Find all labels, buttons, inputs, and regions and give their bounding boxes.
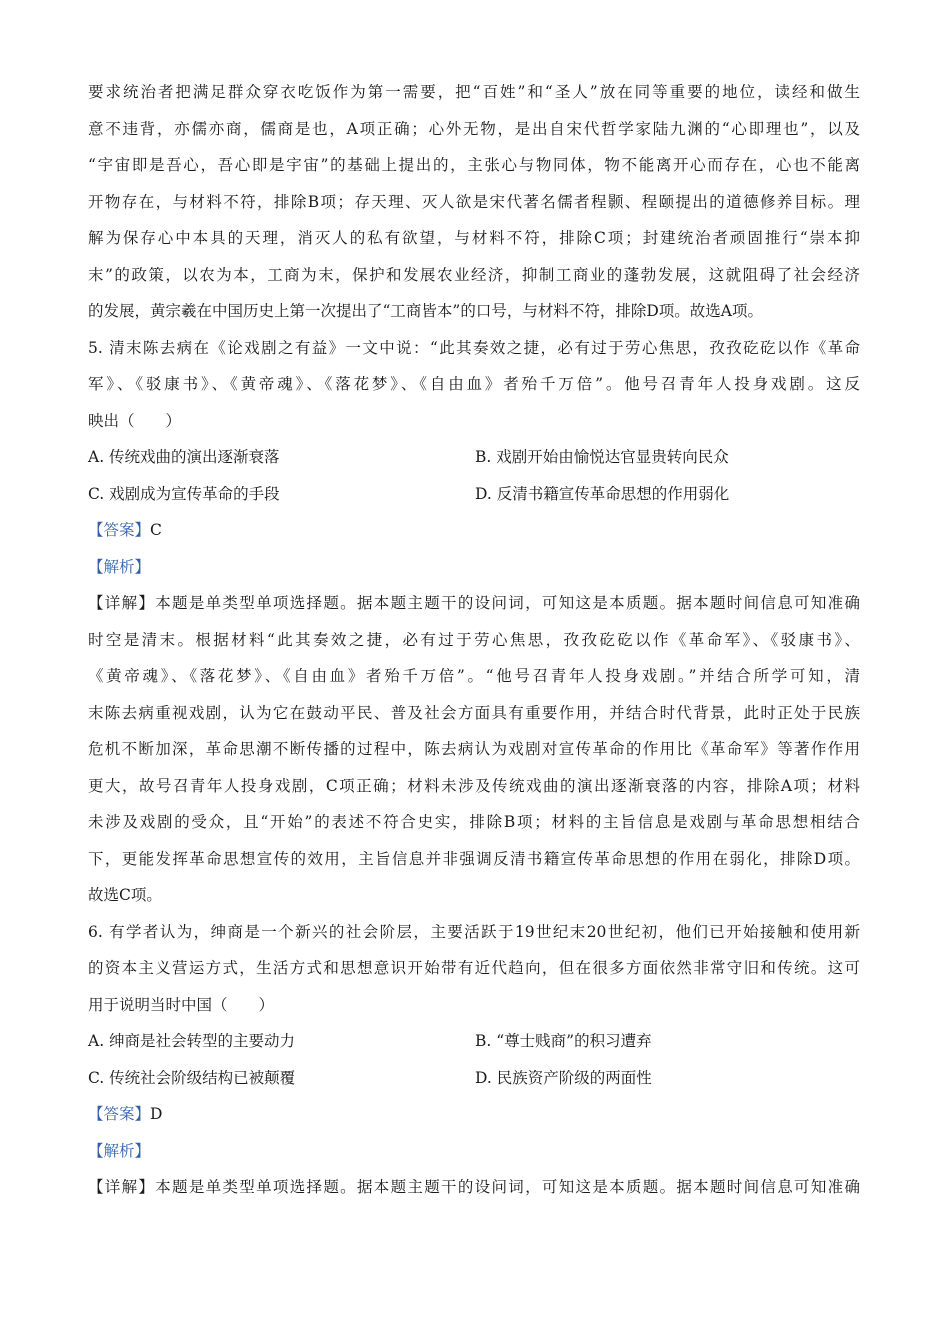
answer-label: 【答案】: [88, 1105, 151, 1123]
detail-text: 本题是单类型单项选择题。据本题主题干的设问词，可知这是本质题。据本题时间信息可知准确: [155, 594, 860, 612]
detail-label: 【详解】: [88, 594, 156, 612]
question-stem-line: 的资本主义营运方式，生活方式和思想意识开始带有近代趋向，但在很多方面依然非常守旧和传统。这可: [88, 959, 860, 977]
question-5: [88, 330, 860, 914]
analysis-label: 【解析】: [88, 557, 151, 576]
option-c: C. 戏剧成为宣传革命的手段: [88, 484, 280, 503]
options-row: [88, 439, 860, 476]
paragraph-line: 的发展，黄宗羲在中国历史上第一次提出了“工商皆本”的口号，与材料不符，排除D项。故选A项。: [88, 302, 763, 320]
question-6: [88, 914, 860, 1206]
detail-line: 更大，故号召青年人投身戏剧，C项正确；材料未涉及传统戏曲的演出逐渐衰落的内容，排除A项；材料: [88, 776, 860, 795]
analysis-line: [88, 1133, 860, 1170]
options-row: [88, 1060, 860, 1097]
question-stem-line: 用于说明当时中国（ ）: [88, 995, 275, 1014]
paragraph-line: “宇宙即是吾心，吾心即是宇宙”的基础上提出的，主张心与物同体，物不能离开心而存在，心也不能离: [88, 156, 860, 174]
detail-line: 时空是清末。根据材料“此其奏效之捷，必有过于劳心焦思，孜孜矻矻以作《革命军》、《驳康书》、: [88, 630, 860, 649]
paragraph-line: 解为保存心中本具的天理，消灭人的私有欲望，与材料不符，排除C项；封建统治者顽固推行“崇本抑: [88, 229, 860, 247]
option-d: D. 民族资产阶级的两面性: [475, 1068, 652, 1087]
option-c: C. 传统社会阶级结构已被颠覆: [88, 1068, 296, 1087]
detail-line: 未涉及戏剧的受众，且“开始”的表述不符合史实，排除B项；材料的主旨信息是戏剧与革命思想相结合: [88, 813, 860, 831]
analysis-label: 【解析】: [88, 1141, 151, 1160]
option-b: B. “尊士贱商”的积习遭弃: [475, 1032, 652, 1050]
option-a: A. 绅商是社会转型的主要动力: [88, 1032, 296, 1050]
document-page: [88, 74, 860, 1206]
paragraph-line: 意不违背，亦儒亦商，儒商是也，A项正确；心外无物，是出自宋代哲学家陆九渊的“心即理也”，以及: [88, 119, 860, 138]
detail-line: [88, 585, 860, 622]
detail-text: 本题是单类型单项选择题。据本题主题干的设问词，可知这是本质题。据本题时间信息可知准确: [155, 1178, 860, 1196]
answer-line: [88, 1096, 860, 1133]
options-row: [88, 1023, 860, 1060]
paragraph-line: 末”的政策，以农为本，工商为末，保护和发展农业经济，抑制工商业的蓬勃发展，这就阻碍了社会经济: [88, 265, 860, 284]
detail-line: 末陈去病重视戏剧，认为它在鼓动平民、普及社会方面具有重要作用，并结合时代背景，此时正处于民族: [88, 703, 860, 722]
question-stem-line: 6. 有学者认为，绅商是一个新兴的社会阶层，主要活跃于19世纪末20世纪初，他们已开始接触和使用新: [88, 922, 860, 941]
detail-line: 危机不断加深，革命思潮不断传播的过程中，陈去病认为戏剧对宣传革命的作用比《革命军》等著作作用: [88, 740, 860, 758]
question-stem-line: 5. 清末陈去病在《论戏剧之有益》一文中说：“此其奏效之捷，必有过于劳心焦思，孜孜矻矻以作《革命: [88, 338, 860, 357]
paragraph-line: 要求统治者把满足群众穿衣吃饭作为第一需要，把“百姓”和“圣人”放在同等重要的地位，读经和做生: [88, 83, 860, 101]
options-row: [88, 476, 860, 513]
detail-line: 《黄帝魂》、《落花梦》、《自由血》者殆千万倍”。“他号召青年人投身戏剧。”并结合所学可知，清: [88, 667, 860, 685]
question-stem-line: 军》、《驳康书》、《黄帝魂》、《落花梦》、《自由血》者殆千万倍”。他号召青年人投身戏剧。这反: [88, 375, 860, 393]
paragraph-line: 开物存在，与材料不符，排除B项；存天理、灭人欲是宋代著名儒者程颢、程颐提出的道德修养目标。理: [88, 192, 860, 211]
option-d: D. 反清书籍宣传革命思想的作用弱化: [475, 484, 730, 503]
answer-line: [88, 512, 860, 549]
detail-line: 下，更能发挥革命思想宣传的效用，主旨信息并非强调反清书籍宣传革命思想的作用在弱化，排除D项。: [88, 849, 860, 868]
explanation-continuation: [88, 74, 860, 330]
analysis-line: [88, 549, 860, 586]
answer-value: D: [150, 1105, 163, 1123]
answer-value: C: [150, 521, 162, 539]
detail-line: 故选C项。: [88, 886, 162, 904]
detail-line: [88, 1169, 860, 1206]
answer-label: 【答案】: [88, 521, 151, 539]
option-a: A. 传统戏曲的演出逐渐衰落: [88, 448, 280, 466]
question-stem-line: 映出（ ）: [88, 411, 182, 430]
detail-label: 【详解】: [88, 1178, 156, 1196]
option-b: B. 戏剧开始由愉悦达官显贵转向民众: [475, 448, 729, 466]
